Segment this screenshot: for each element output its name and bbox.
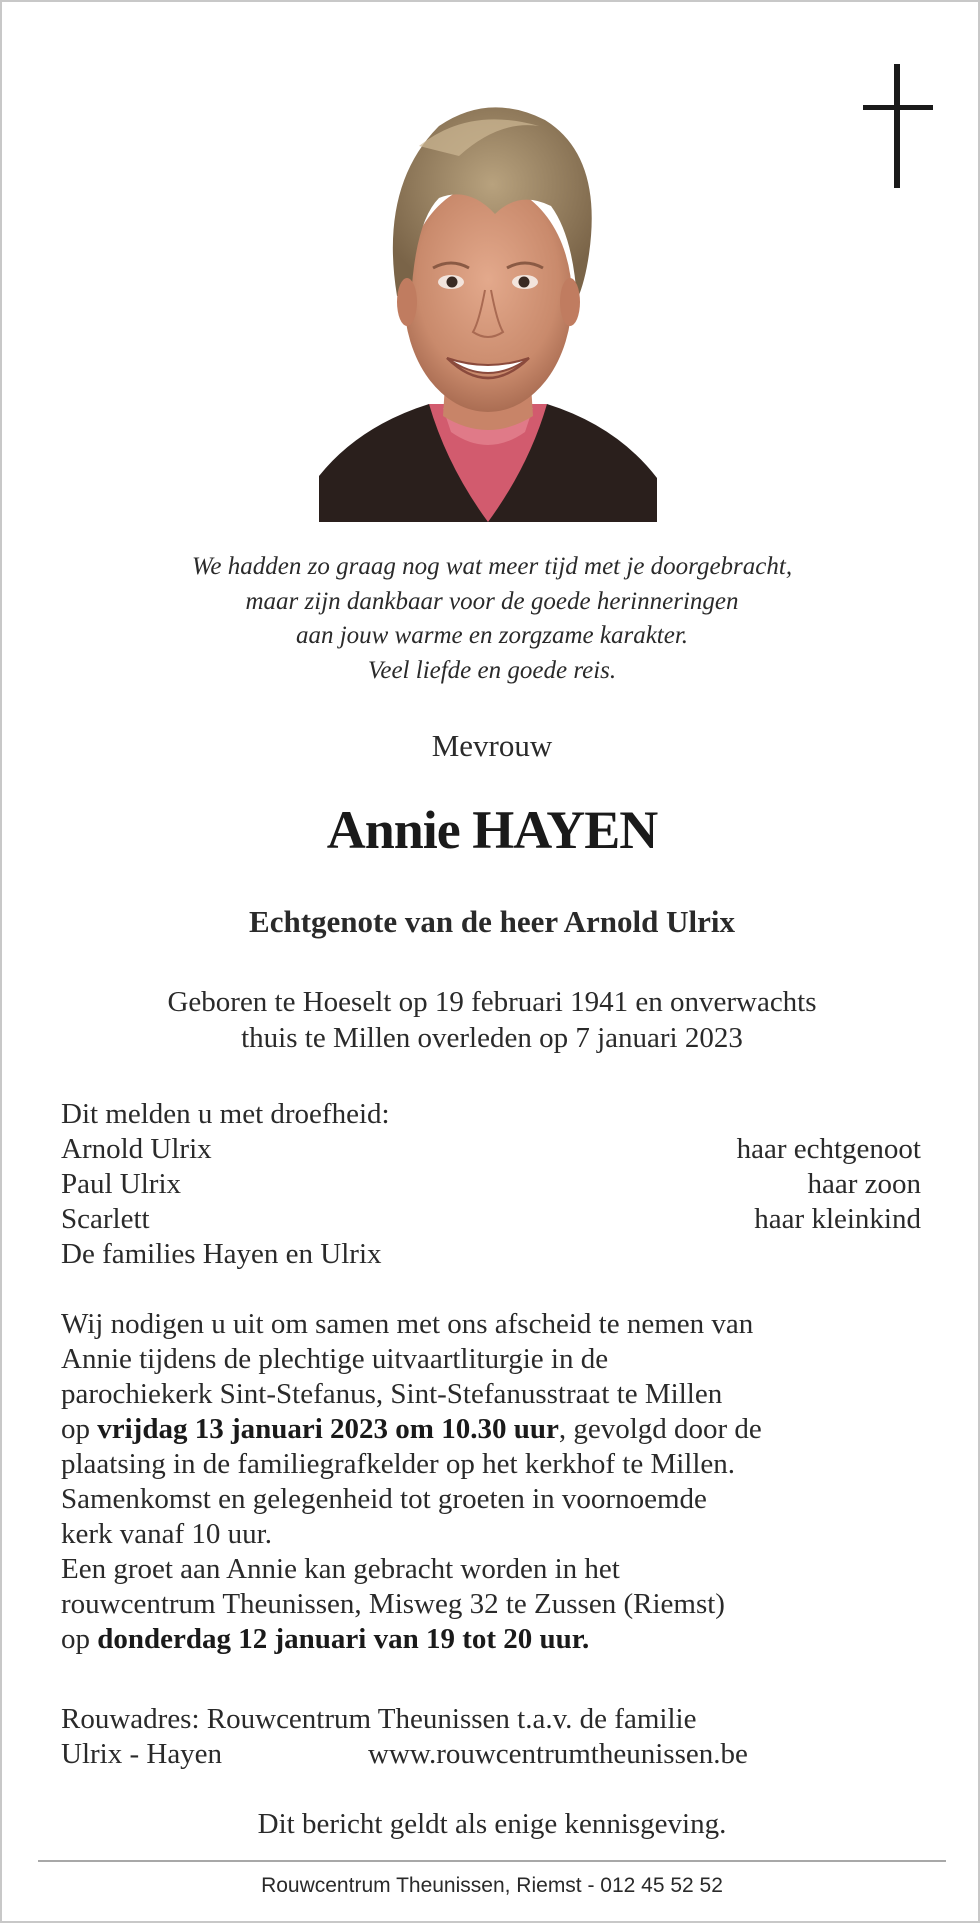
invite-text: op (61, 1413, 98, 1445)
poem-line: We hadden zo graag nog wat meer tijd met je doorgebracht, (191, 553, 793, 580)
salutation: Mevrouw (431, 728, 553, 763)
mourner-row (61, 1237, 921, 1272)
invite-line: Samenkomst en gelegenheid tot groeten in voornoemde (61, 1483, 707, 1515)
mourner-name: De families Hayen en Ulrix (61, 1238, 382, 1270)
mourner-name: Scarlett (61, 1203, 150, 1235)
invite-line: Een groet aan Annie kan gebracht worden in het (61, 1553, 620, 1585)
mourner-row (61, 1167, 921, 1202)
poem-line: aan jouw warme en zorgzame karakter. (295, 622, 689, 649)
mourner-name: Arnold Ulrix (61, 1133, 212, 1165)
invite-line: rouwcentrum Theunissen, Misweg 32 te Zussen (Riemst) (61, 1588, 725, 1620)
mourner-relation: haar echtgenoot (736, 1133, 921, 1165)
invite-line: Annie tijdens de plechtige uitvaartliturgie in de (61, 1343, 609, 1375)
website-link[interactable]: www.rouwcentrumtheunissen.be (368, 1738, 748, 1770)
invite-line (61, 1622, 941, 1657)
address-line: Ulrix - Hayen (61, 1738, 223, 1770)
portrait-photo (319, 86, 657, 522)
spouse-line: Echtgenote van de heer Arnold Ulrix (249, 904, 735, 939)
death-line: thuis te Millen overleden op 7 januari 2023 (241, 1022, 743, 1054)
mourners-intro: Dit melden u met droefheid: (61, 1098, 390, 1130)
poem (62, 550, 922, 688)
notice-text: Dit bericht geldt als enige kennisgeving. (257, 1808, 727, 1840)
address-line: Rouwadres: Rouwcentrum Theunissen t.a.v. de familie (61, 1703, 697, 1735)
invite-line: Wij nodigen u uit om samen met ons afscheid te nemen van (61, 1308, 754, 1340)
funeral-invitation (61, 1307, 941, 1657)
invite-line: parochiekerk Sint-Stefanus, Sint-Stefanusstraat te Millen (61, 1378, 723, 1410)
funeral-date: vrijdag 13 januari 2023 om 10.30 uur (97, 1413, 559, 1445)
invite-line (61, 1412, 941, 1447)
mourner-row (61, 1132, 921, 1167)
mourners-list (61, 1097, 921, 1272)
invite-text: , gevolgd door de (558, 1413, 762, 1445)
invite-line: kerk vanaf 10 uur. (61, 1518, 272, 1550)
mourner-row (61, 1202, 921, 1237)
invite-text: op (61, 1623, 98, 1655)
footer-text: Rouwcentrum Theunissen, Riemst - 012 45 52 52 (261, 1874, 723, 1897)
birth-death-text (42, 984, 942, 1056)
mourner-relation: haar zoon (807, 1168, 921, 1200)
invite-line: plaatsing in de familiegrafkelder op het kerkhof te Millen. (61, 1448, 736, 1480)
mourning-address (61, 1702, 921, 1772)
birth-line: Geboren te Hoeselt op 19 februari 1941 en onverwachts (167, 986, 817, 1018)
mourner-name: Paul Ulrix (61, 1168, 182, 1200)
visitation-date: donderdag 12 januari van 19 tot 20 uur. (97, 1623, 590, 1655)
poem-line: Veel liefde en goede reis. (367, 656, 617, 684)
poem-line: maar zijn dankbaar voor de goede herinneringen (245, 587, 739, 615)
mourner-relation: haar kleinkind (754, 1203, 921, 1235)
cross-icon (863, 64, 933, 188)
divider (38, 1860, 946, 1862)
deceased-name: Annie HAYEN (326, 800, 658, 860)
